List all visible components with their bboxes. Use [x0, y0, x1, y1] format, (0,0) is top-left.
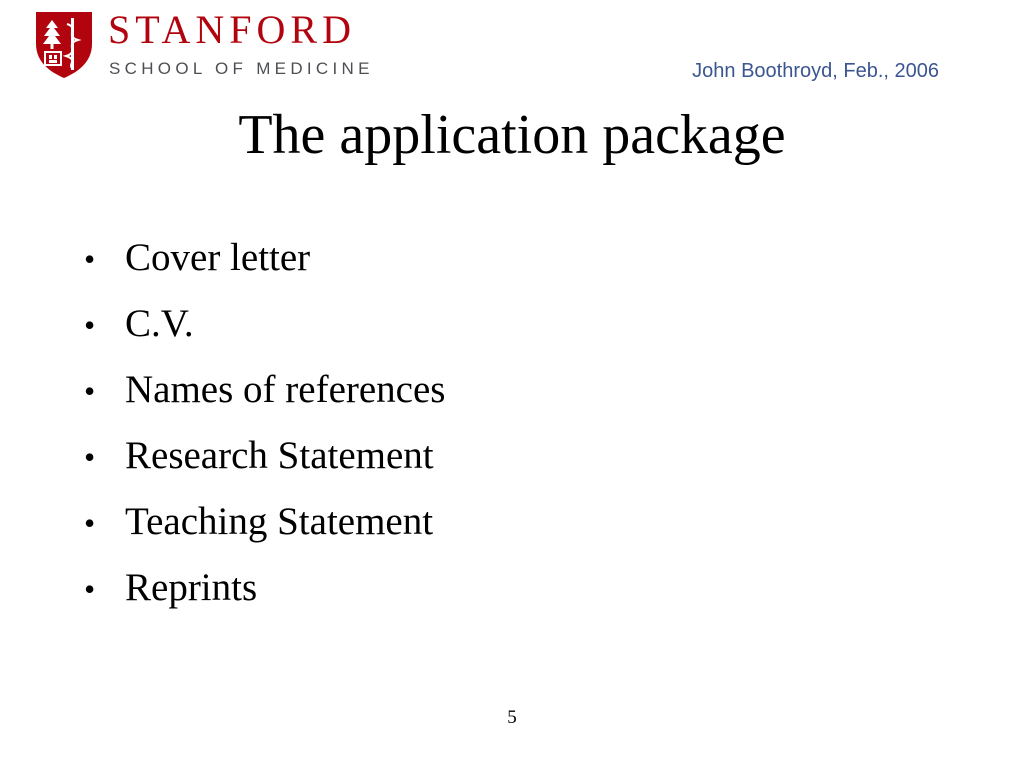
stanford-medicine-logo	[34, 7, 404, 82]
bullet-dot: •	[84, 439, 96, 475]
slide-title: The application package	[238, 104, 786, 166]
bullet-dot: •	[84, 307, 96, 343]
page-number: 5	[507, 707, 517, 728]
bullet-item	[84, 232, 445, 298]
bullet-text: Teaching Statement	[125, 500, 434, 543]
bullet-text: Names of references	[125, 368, 446, 411]
bullet-item	[84, 364, 445, 430]
author-date-label: John Boothroyd, Feb., 2006	[692, 60, 939, 82]
bullet-item	[84, 430, 445, 496]
bullet-dot: •	[84, 571, 96, 607]
bullet-list	[84, 232, 445, 628]
bullet-text: Cover letter	[125, 236, 311, 279]
bullet-item	[84, 562, 445, 628]
bullet-text: C.V.	[125, 302, 194, 345]
bullet-dot: •	[84, 505, 96, 541]
bullet-text: Research Statement	[125, 434, 434, 477]
logo-wordmark: STANFORD	[108, 7, 356, 52]
bullet-dot: •	[84, 241, 96, 277]
bullet-item	[84, 298, 445, 364]
bullet-dot: •	[84, 373, 96, 409]
stanford-shield-icon	[34, 10, 94, 80]
bullet-text: Reprints	[125, 566, 258, 609]
logo-subline: SCHOOL OF MEDICINE	[109, 59, 374, 78]
bullet-item	[84, 496, 445, 562]
